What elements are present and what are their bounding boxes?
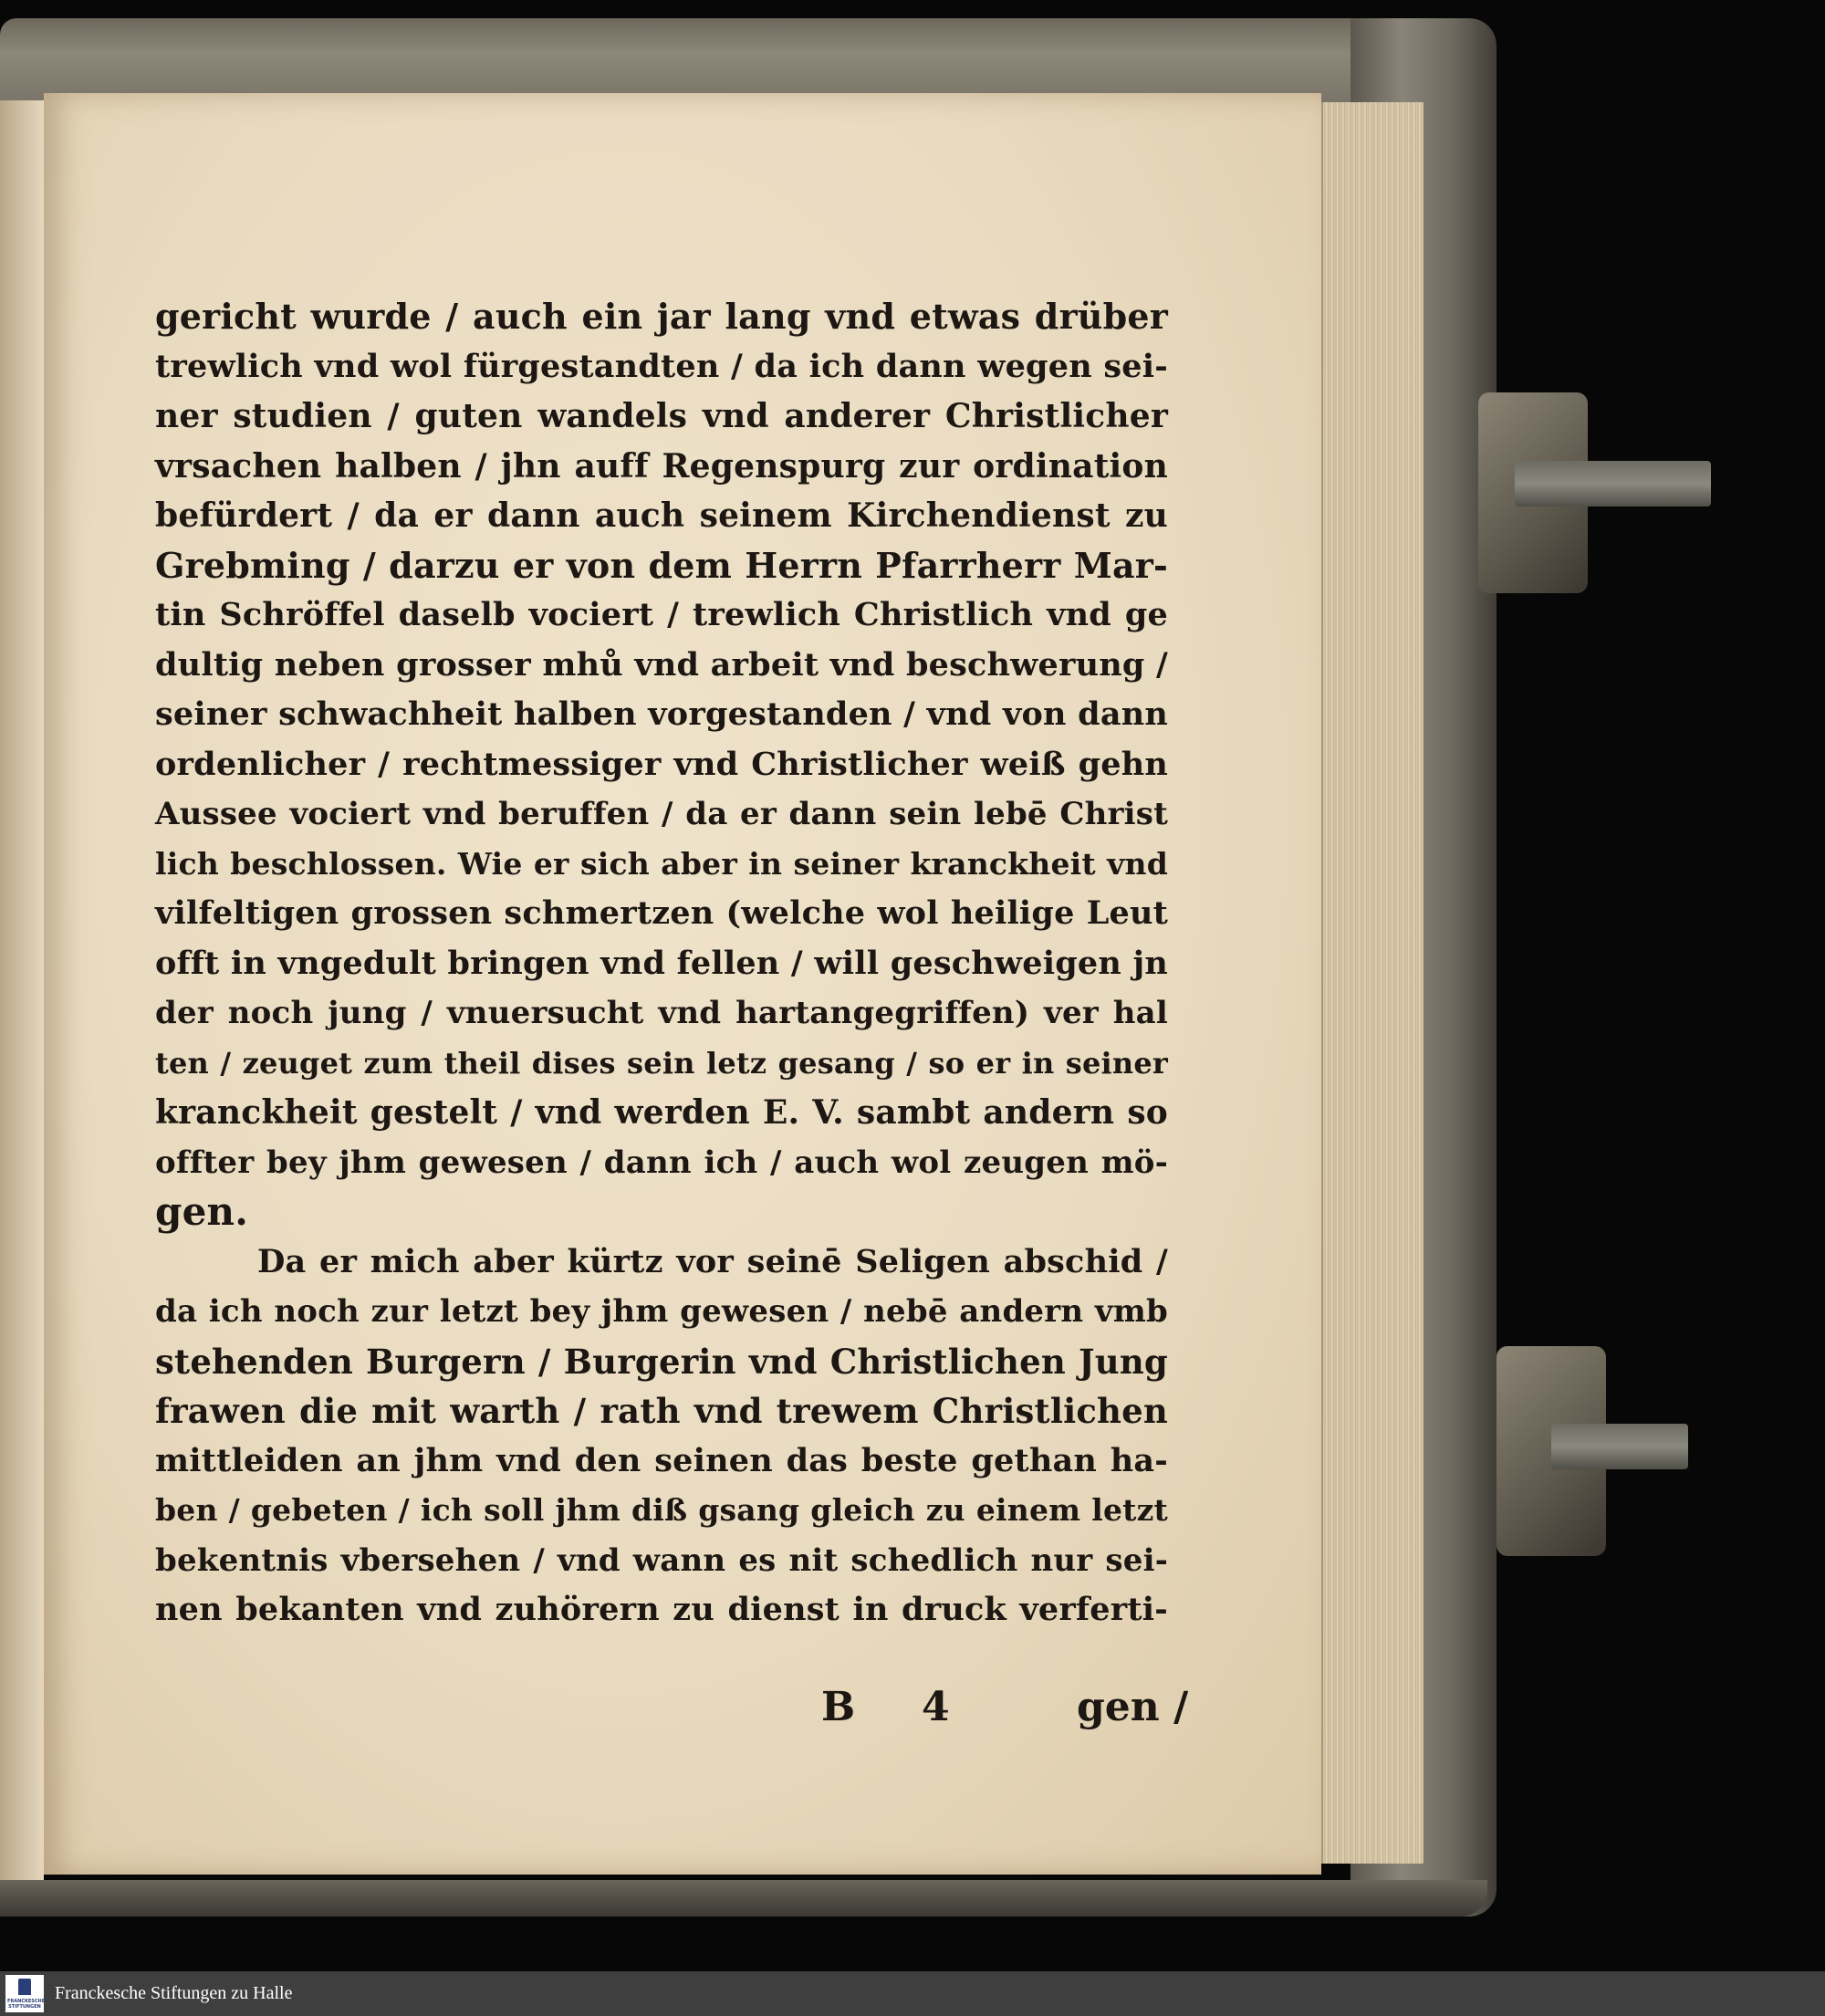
text-line: vilfeltigen grossen schmertzen (welche wol heilige Leut	[155, 894, 1168, 932]
text-line: stehenden Burgern / Burgerin vnd Christlichen Jung	[155, 1341, 1168, 1382]
book-cover-top	[0, 18, 1487, 105]
institution-label: Franckesche Stiftungen zu Halle	[55, 1983, 293, 2003]
text-line: bekentnis vbersehen / vnd wann es nit schedlich nur sei-	[155, 1541, 1168, 1579]
text-line: kranckheit gestelt / vnd werden E. V. sambt andern so	[155, 1093, 1168, 1132]
book-cover-bottom	[0, 1880, 1487, 1917]
text-line: befürdert / da er dann auch seinem Kirchendienst zu	[155, 496, 1168, 535]
institution-logo-icon	[5, 1975, 44, 2012]
text-line: da ich noch zur letzt bey jhm gewesen / nebē andern vmb	[155, 1293, 1168, 1330]
text-line: seiner schwachheit halben vorgestanden / vnd von dann	[155, 695, 1168, 733]
signature-number: 4	[922, 1684, 950, 1730]
footer-bar	[0, 1971, 1825, 2016]
text-line: ner studien / guten wandels vnd anderer Christlicher	[155, 397, 1168, 435]
text-line: gen.	[155, 1189, 249, 1234]
text-line: der noch jung / vnuersucht vnd hartangegriffen) ver hal	[155, 995, 1168, 1031]
text-line: lich beschlossen. Wie er sich aber in seiner kranckheit vnd	[155, 845, 1168, 882]
logo-mark	[18, 1979, 31, 1995]
text-line: gericht wurde / auch ein jar lang vnd etwas drüber	[155, 296, 1168, 337]
text-line: offt in vngedult bringen vnd fellen / will geschweigen jn	[155, 944, 1168, 982]
upper-clasp-strap	[1515, 461, 1711, 507]
text-line: Aussee vociert vnd beruffen / da er dann sein lebē Christ	[155, 796, 1168, 832]
text-line: nen bekanten vnd zuhörern zu dienst in druck verferti-	[155, 1591, 1168, 1628]
text-line: offter bey jhm gewesen / dann ich / auch wol zeugen mö-	[155, 1144, 1168, 1181]
text-line: dultig neben grosser mhů vnd arbeit vnd beschwerung /	[155, 645, 1168, 684]
text-line: mittleiden an jhm vnd den seinen das beste gethan ha-	[155, 1441, 1168, 1479]
page-text-block	[155, 292, 1168, 1635]
text-line: ordenlicher / rechtmessiger vnd Christlicher weiß gehn	[155, 745, 1168, 783]
text-line: trewlich vnd wol fürgestandten / da ich dann wegen sei-	[155, 347, 1168, 385]
text-line: tin Schröffel daselb vociert / trewlich Christlich vnd ge	[155, 596, 1168, 633]
lower-clasp-strap	[1551, 1424, 1688, 1469]
text-line: Da er mich aber kürtz vor seinē Seligen abschid /	[257, 1242, 1168, 1280]
catchword: gen /	[1077, 1684, 1189, 1730]
facing-page-edge	[0, 100, 44, 1880]
page-edges	[1321, 102, 1424, 1864]
text-line: ben / gebeten / ich soll jhm diß gsang gleich zu einem letzt	[155, 1492, 1168, 1528]
text-line: frawen die mit warth / rath vnd trewem Christlichen	[155, 1391, 1168, 1431]
logo-text: FRANCKESCHE STIFTUNGEN	[7, 1999, 46, 2010]
text-line: ten / zeuget zum theil dises sein letz gesang / so er in seiner	[155, 1045, 1168, 1081]
text-line: vrsachen halben / jhn auff Regenspurg zur ordination	[155, 446, 1168, 486]
signature-mark: B	[821, 1684, 856, 1730]
text-line: Grebming / darzu er von dem Herrn Pfarrherr Mar-	[155, 544, 1168, 586]
